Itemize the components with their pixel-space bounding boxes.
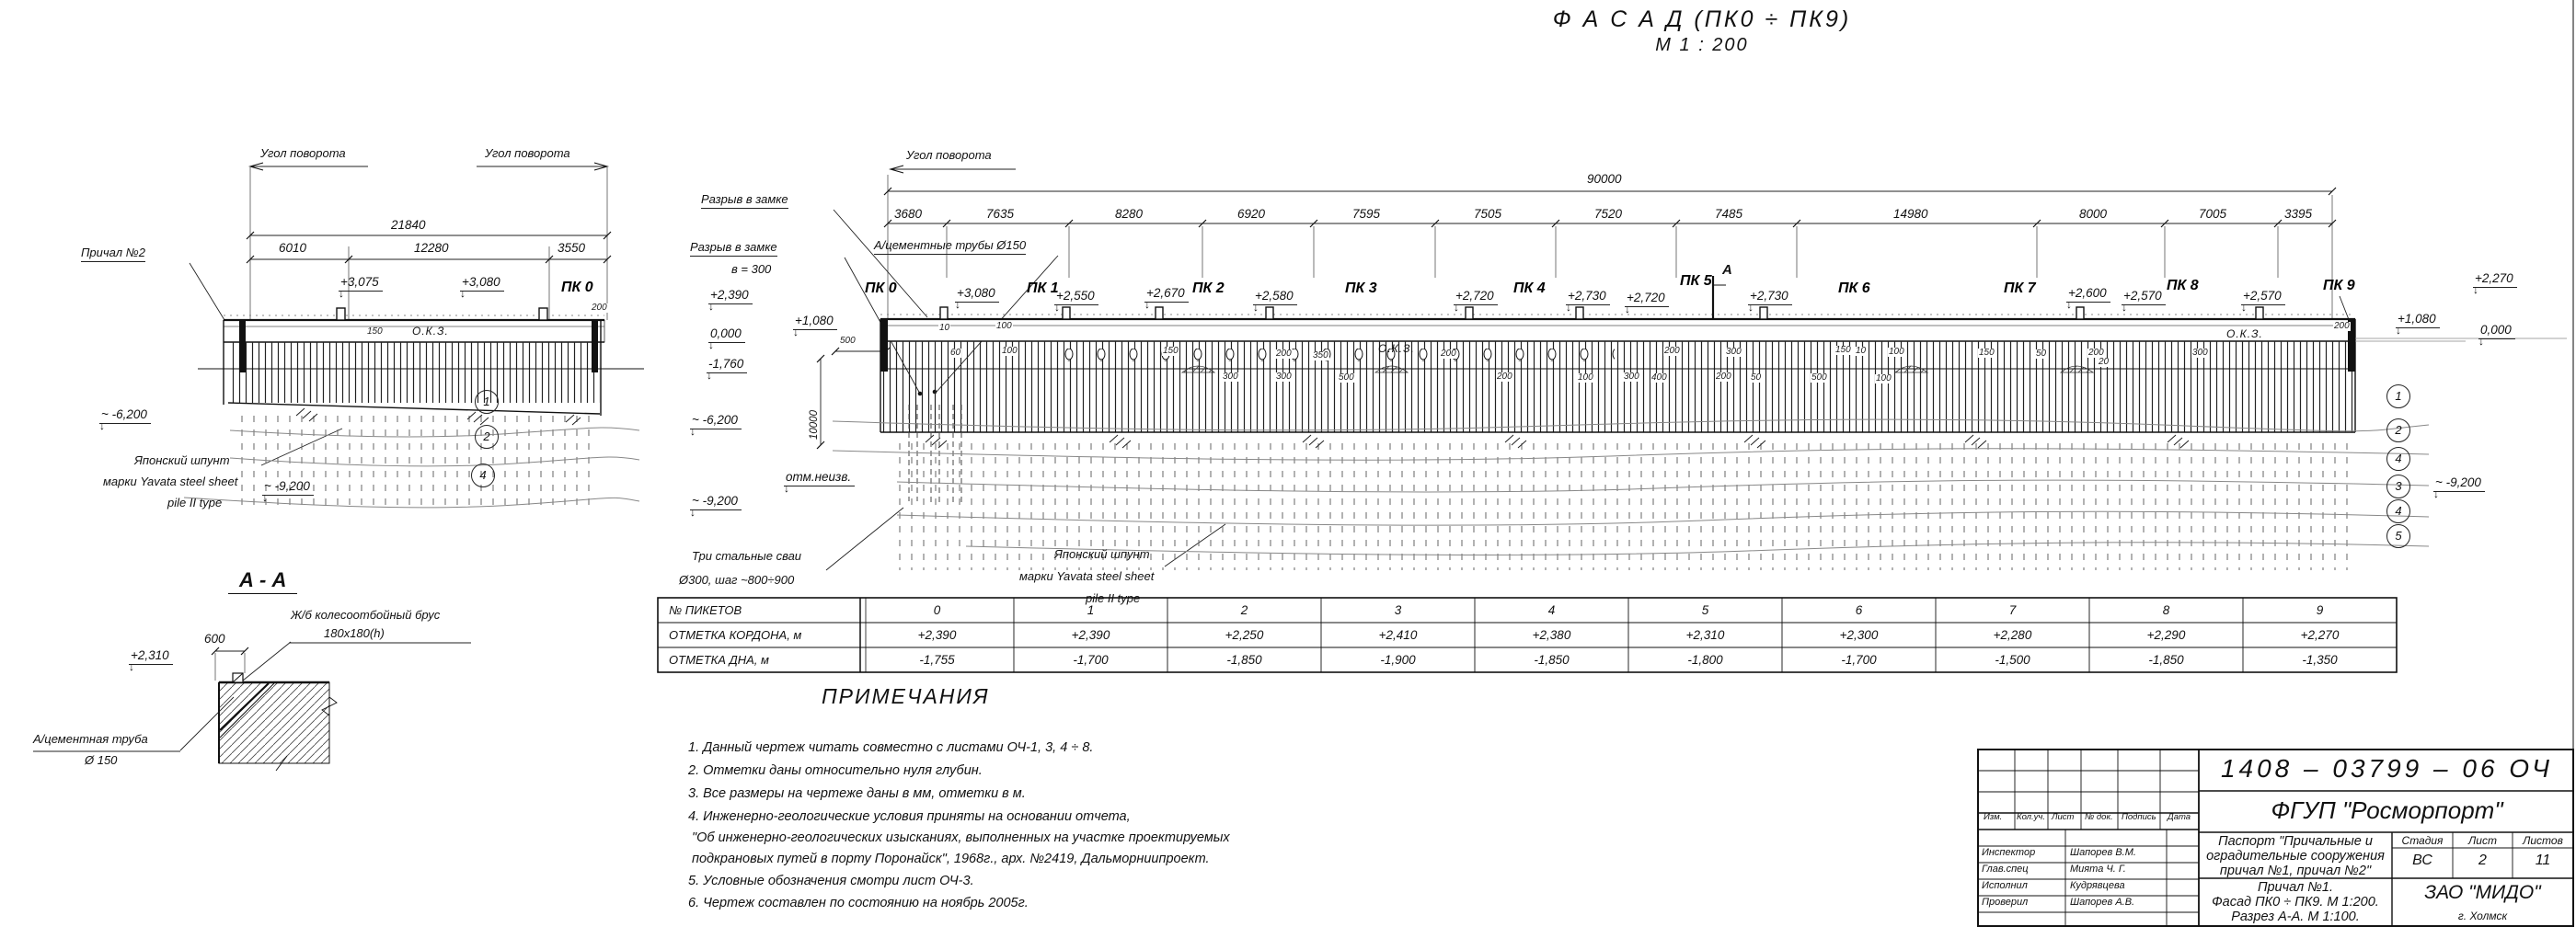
- section-aa-title: А - А: [228, 570, 297, 594]
- annotation-label: 7595: [1352, 207, 1381, 221]
- annotation-label: 200: [1497, 372, 1512, 382]
- annotation-label: 14980: [1893, 207, 1928, 221]
- table-cell: -1,800: [1687, 653, 1723, 667]
- annotation-label: 20: [2099, 357, 2110, 367]
- annotation-label: 3395: [2284, 207, 2313, 221]
- annotation-label: ПК 1: [1027, 280, 1059, 296]
- table-cell: 7: [2008, 603, 2017, 617]
- annotation-label: Подпись: [2122, 812, 2156, 822]
- annotation-label: 5. Условные обозначения смотри лист ОЧ-3.: [688, 874, 974, 888]
- annotation-label: 150: [367, 326, 383, 337]
- table-cell: 8: [2162, 603, 2170, 617]
- sheets-label: Листов: [2523, 834, 2563, 847]
- annotation-label: +2,730 ↓: [1566, 290, 1610, 305]
- annotation-label: марки Yavata steel sheet: [1019, 569, 1155, 583]
- annotation-label: +3,080 ↓: [955, 287, 999, 303]
- annotation-label: ~ -9,200 ↓: [690, 495, 742, 510]
- annotation-label: 200: [592, 303, 607, 313]
- annotation-label: ПК 6: [1838, 280, 1870, 296]
- annotation-label: 1. Данный чертеж читать совместно с листами ОЧ-1, 3, 4 ÷ 8.: [688, 740, 1094, 755]
- annotation-label: +1,080 ↓: [2396, 313, 2440, 328]
- table-cell: -1,700: [1073, 653, 1109, 667]
- annotation-label: 150: [1835, 345, 1851, 355]
- annotation-label: +2,310 ↓: [129, 649, 173, 665]
- annotation-label: pile II type: [167, 496, 223, 509]
- soil-layer-1: 1: [2386, 384, 2410, 408]
- soil-layer-2: 2: [2386, 418, 2410, 442]
- annotation-label: ~ -6,200 ↓: [99, 408, 151, 424]
- annotation-label: 100: [1578, 372, 1593, 383]
- annotation-label: 3550: [558, 241, 586, 255]
- annotation-label: -1,760 ↓: [707, 358, 747, 373]
- project-title-line: Паспорт "Причальные и: [2218, 834, 2373, 849]
- drawing-title: [1380, 6, 2024, 57]
- table-cell: 5: [1701, 603, 1709, 617]
- annotation-label: 0,000 ↓: [2478, 324, 2515, 339]
- annotation-label: ПК 2: [1192, 280, 1225, 296]
- soil-layer-4: 4: [471, 464, 495, 487]
- annotation-label: 6920: [1237, 207, 1266, 221]
- annotation-label: ПК 0: [865, 280, 897, 296]
- annotation-label: 60: [950, 348, 961, 358]
- stage-value: ВС: [2412, 853, 2432, 868]
- annotation-label: +2,570 ↓: [2241, 290, 2285, 305]
- table-cell: +2,250: [1225, 628, 1264, 642]
- soil-layer-1: 1: [475, 390, 499, 414]
- sheets-total: 11: [2535, 853, 2551, 868]
- sheet-title-line: Разрез А-А. М 1:100.: [2231, 910, 2360, 924]
- annotation-label: Разрыв в замке: [701, 193, 788, 209]
- annotation-label: 200: [1276, 349, 1292, 359]
- sheet-number: 2: [2478, 853, 2487, 868]
- annotation-label: 100: [1876, 373, 1892, 383]
- table-cell: -1,850: [1226, 653, 1262, 667]
- table-row-label: ОТМЕТКА ДНА, м: [669, 653, 769, 667]
- table-cell: 2: [1240, 603, 1248, 617]
- turn-angle-label: Угол поворота: [260, 146, 346, 160]
- annotation-label: отм.неизв. ↓: [784, 471, 855, 486]
- table-cell: 4: [1547, 603, 1556, 617]
- annotation-label: Мията Ч. Г.: [2070, 864, 2126, 875]
- annotation-label: 4. Инженерно-геологические условия приняты на основании отчета,: [688, 809, 1131, 824]
- annotation-label: 10: [1856, 346, 1867, 356]
- annotation-label: 7005: [2199, 207, 2227, 221]
- soil-layer-4: 4: [2386, 499, 2410, 523]
- table-cell: -1,900: [1380, 653, 1416, 667]
- annotation-label: Глав.спец: [1982, 864, 2029, 875]
- annotation-label: Японский шпунт: [134, 453, 230, 467]
- annotation-label: ПК 9: [2323, 278, 2355, 293]
- soil-layer-3: 3: [2386, 475, 2410, 498]
- annotation-label: 300: [1624, 372, 1639, 382]
- annotation-label: № док.: [2085, 812, 2113, 822]
- organization-name: ФГУП "Росморпорт": [2271, 796, 2503, 824]
- annotation-label: подкрановых путей в порту Поронайск", 1968г., арх. №2419, Дальморниипроект.: [692, 852, 1210, 866]
- soil-layer-2: 2: [475, 425, 499, 449]
- table-cell: -1,755: [919, 653, 955, 667]
- annotation-label: 7520: [1594, 207, 1623, 221]
- annotation-label: Три стальные сваи: [692, 549, 802, 563]
- annotation-label: ПК 3: [1345, 280, 1377, 296]
- annotation-label: 500: [840, 336, 856, 346]
- annotation-label: 7505: [1474, 207, 1502, 221]
- annotation-label: 50: [2036, 349, 2047, 359]
- annotation-label: 600: [204, 632, 225, 646]
- annotation-label: 10: [939, 323, 950, 333]
- dim-total-left: 21840: [391, 218, 426, 232]
- table-cell: -1,850: [1534, 653, 1570, 667]
- turn-angle-label: Угол поворота: [906, 148, 992, 162]
- annotation-label: А/цементная труба: [33, 732, 148, 746]
- annotation-label: А/цементные трубы Ø150: [874, 239, 1026, 255]
- annotation-label: 7635: [986, 207, 1015, 221]
- annotation-label: Японский шпунт: [1054, 547, 1150, 561]
- document-number: 1408 – 03799 – 06 ОЧ: [2220, 754, 2554, 783]
- table-cell: +2,390: [917, 628, 957, 642]
- annotation-label: 200: [1664, 346, 1680, 356]
- annotation-label: Кол.уч.: [2017, 812, 2045, 822]
- stage-label: Стадия: [2401, 834, 2444, 847]
- sheet-title-line: Причал №1.: [2257, 880, 2334, 895]
- annotation-label: Ж/б колесоотбойный брус: [291, 608, 441, 622]
- table-cell: -1,500: [1995, 653, 2030, 667]
- annotation-label: 100: [1889, 347, 1904, 357]
- annotation-label: О.К.З.: [412, 325, 449, 338]
- annotation-label: +2,670 ↓: [1144, 287, 1189, 303]
- annotation-label: 200: [1441, 349, 1456, 359]
- annotation-label: 500: [1339, 372, 1354, 383]
- annotation-label: 6. Чертеж составлен по состоянию на ноябрь 2005г.: [688, 896, 1029, 910]
- annotation-label: +2,600 ↓: [2066, 287, 2110, 303]
- annotation-label: Проверил: [1982, 897, 2029, 908]
- annotation-label: 300: [2192, 348, 2208, 358]
- soil-layer-5: 5: [2386, 524, 2410, 548]
- annotation-label: 100: [996, 321, 1012, 331]
- annotation-label: О.К.З.: [2226, 327, 2263, 340]
- table-row-label: ОТМЕТКА КОРДОНА, м: [669, 628, 802, 642]
- table-cell: -1,850: [2148, 653, 2184, 667]
- annotation-label: 400: [1651, 372, 1667, 383]
- annotation-label: +2,730 ↓: [1748, 290, 1792, 305]
- annotation-label: +3,080 ↓: [460, 276, 504, 292]
- annotation-label: ~ -6,200 ↓: [690, 414, 742, 429]
- soil-layer-4: 4: [2386, 447, 2410, 471]
- annotation-label: 8000: [2079, 207, 2108, 221]
- table-cell: +2,410: [1378, 628, 1418, 642]
- annotation-label: 500: [1811, 372, 1827, 383]
- annotation-label: ~ -9,200 ↓: [2433, 476, 2485, 492]
- annotation-label: 200: [2334, 321, 2350, 331]
- table-cell: 0: [933, 603, 941, 617]
- annotation-label: Исполнил: [1982, 880, 2028, 891]
- annotation-label: ~ -9,200 ↓: [262, 480, 314, 496]
- sheet-label: Лист: [2468, 834, 2497, 847]
- annotation-label: Шапорев В.М.: [2070, 847, 2136, 858]
- table-cell: -1,700: [1841, 653, 1877, 667]
- table-cell: +2,380: [1532, 628, 1571, 642]
- table-cell: -1,350: [2302, 653, 2338, 667]
- annotation-label: 50: [1751, 372, 1762, 383]
- annotation-label: в = 300: [731, 262, 772, 276]
- drawing-title-text: Ф А С А Д (ПК0 ÷ ПК9): [1552, 6, 1852, 32]
- table-cell: 1: [1087, 603, 1095, 617]
- dim-total-main: 90000: [1587, 172, 1622, 186]
- annotation-label: +2,580 ↓: [1253, 290, 1297, 305]
- annotation-label: 6010: [279, 241, 307, 255]
- annotation-label: +2,720 ↓: [1625, 292, 1669, 307]
- annotation-label: марки Yavata steel sheet: [103, 475, 238, 488]
- turn-angle-label: Угол поворота: [485, 146, 570, 160]
- annotation-label: 150: [1979, 348, 1995, 358]
- annotation-label: pile II type: [1086, 591, 1141, 605]
- annotation-label: 300: [1726, 347, 1742, 357]
- annotation-label: "Об инженерно-геологических изысканиях, выполненных на участке проектируемых: [692, 830, 1230, 845]
- table-cell: +2,290: [2146, 628, 2186, 642]
- annotation-label: 200: [1716, 372, 1731, 382]
- annotation-label: 350: [1313, 350, 1328, 360]
- annotation-label: Разрыв в замке: [690, 241, 777, 257]
- annotation-label: О.К.З.: [1378, 342, 1415, 355]
- annotation-label: ПК 8: [2167, 278, 2199, 293]
- annotation-label: ПК 0: [561, 280, 593, 295]
- annotation-label: +2,390 ↓: [708, 289, 753, 304]
- annotation-label: Ø 150: [85, 753, 118, 767]
- annotation-label: Лист: [2052, 812, 2075, 822]
- annotation-label: 3680: [894, 207, 923, 221]
- table-cell: +2,280: [1993, 628, 2032, 642]
- project-title-line: оградительные сооружения: [2206, 849, 2385, 864]
- annotation-label: 0,000 ↓: [708, 327, 745, 343]
- annotation-label: Изм.: [1984, 812, 2003, 822]
- annotation-label: Инспектор: [1982, 847, 2036, 858]
- annotation-label: +2,550 ↓: [1054, 290, 1098, 305]
- table-row-label: № ПИКЕТОВ: [669, 603, 742, 617]
- company-city: г. Холмск: [2457, 910, 2508, 922]
- company-name: ЗАО "МИДО": [2424, 882, 2541, 903]
- annotation-label: 180х180(h): [324, 626, 385, 640]
- annotation-label: +2,720 ↓: [1454, 290, 1498, 305]
- annotation-label: +1,080 ↓: [793, 315, 837, 330]
- annotation-label: 2. Отметки даны относительно нуля глубин.: [688, 763, 983, 778]
- annotation-label: 200: [2088, 348, 2104, 358]
- table-cell: +2,300: [1839, 628, 1879, 642]
- annotation-label: 8280: [1115, 207, 1144, 221]
- table-cell: 9: [2316, 603, 2324, 617]
- annotation-label: ПК 7: [2004, 280, 2036, 296]
- annotation-label: Дата: [2168, 812, 2191, 822]
- table-cell: 3: [1394, 603, 1402, 617]
- annotation-label: Кудрявцева: [2070, 880, 2125, 891]
- berth-2-label: Причал №2: [81, 246, 145, 262]
- annotation-label: +2,270 ↓: [2473, 272, 2517, 288]
- annotation-label: 12280: [414, 241, 449, 255]
- table-cell: +2,310: [1685, 628, 1725, 642]
- project-title-line: причал №1, причал №2": [2219, 864, 2372, 878]
- annotation-label: Ø300, шаг ~800÷900: [679, 573, 795, 587]
- annotation-label: +2,570 ↓: [2122, 290, 2166, 305]
- annotation-label: 3. Все размеры на чертеже даны в мм, отметки в м.: [688, 786, 1026, 801]
- annotation-label: 7485: [1715, 207, 1743, 221]
- annotation-label: 10000: [809, 410, 820, 440]
- pickets-table: [658, 598, 2397, 672]
- table-cell: +2,270: [2300, 628, 2340, 642]
- notes-heading: ПРИМЕЧАНИЯ: [822, 684, 990, 708]
- annotation-label: +3,075 ↓: [339, 276, 383, 292]
- annotation-label: ПК 5: [1680, 273, 1712, 289]
- annotation-label: 150: [1163, 346, 1179, 356]
- section-mark-a: А: [1722, 262, 1732, 278]
- annotation-label: 300: [1223, 372, 1238, 382]
- sheet-title-line: Фасад ПК0 ÷ ПК9. М 1:200.: [2212, 895, 2379, 910]
- annotation-label: Шапорев А.В.: [2070, 897, 2135, 908]
- table-cell: +2,390: [1071, 628, 1110, 642]
- annotation-label: ПК 4: [1513, 280, 1546, 296]
- annotation-label: 300: [1276, 372, 1292, 382]
- drawing-scale: М 1 : 200: [1655, 35, 1749, 55]
- table-cell: 6: [1855, 603, 1863, 617]
- annotation-label: 100: [1002, 346, 1018, 356]
